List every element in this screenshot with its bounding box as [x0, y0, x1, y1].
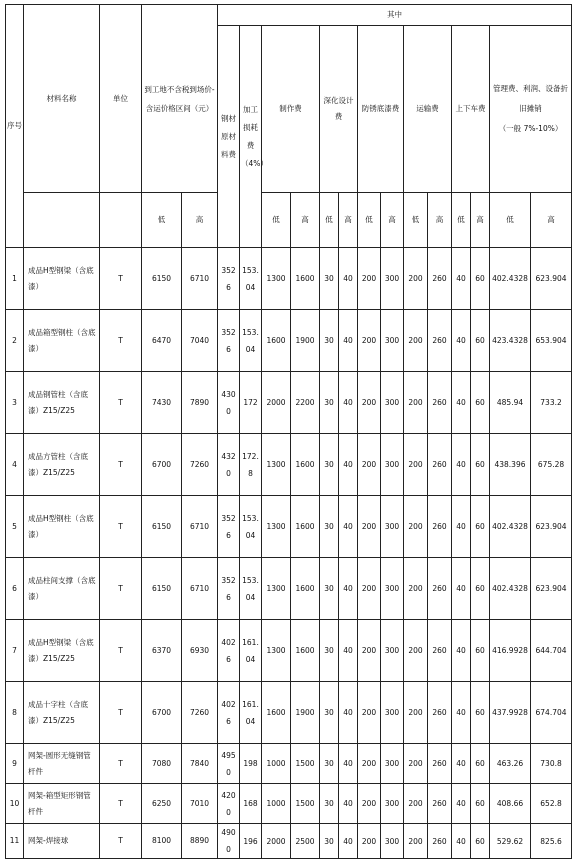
row-anti-high: 300 [381, 744, 404, 784]
row-det-low: 30 [320, 372, 339, 434]
row-mg-high: 825.6 [531, 824, 572, 859]
header-management [490, 26, 572, 193]
row-det-high: 40 [339, 682, 358, 744]
row-det-high: 40 [339, 434, 358, 496]
row-tr-high: 260 [428, 620, 452, 682]
row-det-high: 40 [339, 496, 358, 558]
row-fab-high: 1600 [291, 496, 320, 558]
row-anti-high: 300 [381, 824, 404, 859]
row-anti-low: 200 [358, 558, 381, 620]
header-detailing: 深化设计费 [320, 26, 358, 193]
table-row [6, 434, 572, 496]
row-mg-low: 438.396 [490, 434, 531, 496]
row-ld-high: 60 [471, 372, 490, 434]
row-price-low: 7080 [142, 744, 182, 784]
row-price-low: 6150 [142, 496, 182, 558]
row-steel-cost: 3526 [218, 558, 240, 620]
header-management-label: 管理费、利润、设备折旧摊销 [493, 84, 569, 113]
row-steel-cost: 4026 [218, 682, 240, 744]
row-tr-low: 200 [404, 248, 428, 310]
row-det-low: 30 [320, 824, 339, 859]
row-mg-low: 423.4328 [490, 310, 531, 372]
row-unit: T [100, 372, 142, 434]
row-ld-high: 60 [471, 784, 490, 824]
row-det-high: 40 [339, 784, 358, 824]
row-anti-high: 300 [381, 682, 404, 744]
row-price-high: 6710 [182, 558, 218, 620]
header-fabrication: 制作费 [262, 26, 320, 193]
row-tr-high: 260 [428, 824, 452, 859]
row-mg-low: 402.4328 [490, 248, 531, 310]
row-anti-low: 200 [358, 824, 381, 859]
header-fab-low: 低 [262, 193, 291, 248]
row-unit: T [100, 496, 142, 558]
row-seq: 11 [6, 824, 24, 859]
row-ld-high: 60 [471, 496, 490, 558]
row-fab-high: 1500 [291, 744, 320, 784]
table-row [6, 558, 572, 620]
row-unit: T [100, 310, 142, 372]
row-anti-high: 300 [381, 784, 404, 824]
row-ld-low: 40 [452, 824, 471, 859]
row-name: 成品方管柱（含底漆）Z15/Z25 [24, 434, 100, 496]
row-ld-high: 60 [471, 434, 490, 496]
header-anti-low: 低 [358, 193, 381, 248]
row-price-high: 7040 [182, 310, 218, 372]
row-steel-cost: 4900 [218, 824, 240, 859]
table-row [6, 248, 572, 310]
row-name: 网架-箱型矩形钢管杆件 [24, 784, 100, 824]
row-fab-high: 1900 [291, 682, 320, 744]
row-ld-high: 60 [471, 620, 490, 682]
row-seq: 4 [6, 434, 24, 496]
row-tr-high: 260 [428, 434, 452, 496]
row-ld-low: 40 [452, 784, 471, 824]
row-loss: 198 [240, 744, 262, 784]
row-mg-high: 623.904 [531, 248, 572, 310]
row-unit: T [100, 744, 142, 784]
table-row [6, 682, 572, 744]
row-seq: 7 [6, 620, 24, 682]
row-ld-high: 60 [471, 248, 490, 310]
row-ld-low: 40 [452, 310, 471, 372]
row-mg-low: 408.66 [490, 784, 531, 824]
header-mg-low: 低 [490, 193, 531, 248]
row-mg-high: 644.704 [531, 620, 572, 682]
row-tr-high: 260 [428, 744, 452, 784]
row-mg-low: 402.4328 [490, 496, 531, 558]
row-mg-high: 675.28 [531, 434, 572, 496]
row-ld-high: 60 [471, 558, 490, 620]
row-unit: T [100, 248, 142, 310]
table-row [6, 310, 572, 372]
row-det-low: 30 [320, 434, 339, 496]
table-row [6, 372, 572, 434]
row-loss: 161.04 [240, 682, 262, 744]
header-transport: 运输费 [404, 26, 452, 193]
row-mg-high: 730.8 [531, 744, 572, 784]
row-fab-low: 1600 [262, 310, 291, 372]
row-mg-high: 674.704 [531, 682, 572, 744]
row-fab-high: 1600 [291, 558, 320, 620]
row-ld-high: 60 [471, 310, 490, 372]
row-mg-low: 485.94 [490, 372, 531, 434]
row-tr-high: 260 [428, 310, 452, 372]
row-ld-low: 40 [452, 496, 471, 558]
row-loss: 172 [240, 372, 262, 434]
row-tr-low: 200 [404, 496, 428, 558]
row-price-low: 6470 [142, 310, 182, 372]
table-row [6, 784, 572, 824]
row-det-low: 30 [320, 784, 339, 824]
row-mg-high: 623.904 [531, 496, 572, 558]
row-price-low: 6150 [142, 248, 182, 310]
header-det-low: 低 [320, 193, 339, 248]
row-mg-high: 733.2 [531, 372, 572, 434]
row-det-high: 40 [339, 310, 358, 372]
row-seq: 5 [6, 496, 24, 558]
row-anti-high: 300 [381, 248, 404, 310]
row-tr-high: 260 [428, 784, 452, 824]
header-seq: 序号 [6, 5, 24, 248]
row-steel-cost: 3526 [218, 496, 240, 558]
table-row [6, 824, 572, 859]
cost-table [5, 4, 572, 859]
row-det-low: 30 [320, 744, 339, 784]
row-loss: 153.04 [240, 558, 262, 620]
row-ld-low: 40 [452, 248, 471, 310]
header-loading: 上下车费 [452, 26, 490, 193]
row-tr-low: 200 [404, 744, 428, 784]
row-seq: 3 [6, 372, 24, 434]
row-loss: 196 [240, 824, 262, 859]
row-price-high: 7260 [182, 682, 218, 744]
row-det-low: 30 [320, 248, 339, 310]
header-management-note: （一般 7%-10%） [498, 124, 563, 133]
row-fab-low: 1000 [262, 744, 291, 784]
row-fab-high: 1600 [291, 248, 320, 310]
row-det-high: 40 [339, 744, 358, 784]
table-row [6, 620, 572, 682]
row-fab-low: 1300 [262, 558, 291, 620]
row-seq: 1 [6, 248, 24, 310]
row-price-low: 6370 [142, 620, 182, 682]
row-tr-high: 260 [428, 496, 452, 558]
row-name: 网架-圆形无缝钢管杆件 [24, 744, 100, 784]
row-fab-high: 1900 [291, 310, 320, 372]
row-det-low: 30 [320, 620, 339, 682]
row-anti-low: 200 [358, 372, 381, 434]
row-steel-cost: 4300 [218, 372, 240, 434]
row-price-low: 6250 [142, 784, 182, 824]
header-ld-low: 低 [452, 193, 471, 248]
row-unit: T [100, 434, 142, 496]
row-mg-low: 529.62 [490, 824, 531, 859]
row-loss: 153.04 [240, 496, 262, 558]
row-det-low: 30 [320, 496, 339, 558]
row-tr-low: 200 [404, 310, 428, 372]
row-mg-low: 416.9928 [490, 620, 531, 682]
row-tr-high: 260 [428, 372, 452, 434]
row-price-high: 6710 [182, 248, 218, 310]
row-fab-low: 1300 [262, 248, 291, 310]
row-seq: 9 [6, 744, 24, 784]
row-anti-high: 300 [381, 372, 404, 434]
row-fab-low: 1300 [262, 496, 291, 558]
row-anti-low: 200 [358, 434, 381, 496]
row-fab-low: 1000 [262, 784, 291, 824]
header-name: 材料名称 [24, 5, 100, 193]
header-unit-blank [100, 193, 142, 248]
row-tr-high: 260 [428, 248, 452, 310]
row-mg-low: 402.4328 [490, 558, 531, 620]
header-price-range: 到工地不含税到场价-含运价格区间（元） [142, 5, 218, 193]
row-seq: 8 [6, 682, 24, 744]
row-fab-low: 2000 [262, 824, 291, 859]
header-anti-high: 高 [381, 193, 404, 248]
row-price-high: 8890 [182, 824, 218, 859]
row-ld-low: 40 [452, 682, 471, 744]
row-anti-low: 200 [358, 310, 381, 372]
row-loss: 161.04 [240, 620, 262, 682]
row-unit: T [100, 784, 142, 824]
row-anti-high: 300 [381, 620, 404, 682]
row-tr-low: 200 [404, 558, 428, 620]
row-mg-low: 437.9928 [490, 682, 531, 744]
header-fab-high: 高 [291, 193, 320, 248]
row-fab-high: 1600 [291, 434, 320, 496]
row-mg-high: 653.904 [531, 310, 572, 372]
row-price-high: 7840 [182, 744, 218, 784]
row-price-high: 7010 [182, 784, 218, 824]
row-name: 成品H型钢柱（含底漆） [24, 496, 100, 558]
row-loss: 172.8 [240, 434, 262, 496]
row-ld-low: 40 [452, 558, 471, 620]
row-anti-low: 200 [358, 744, 381, 784]
row-seq: 10 [6, 784, 24, 824]
row-name: 成品H型钢梁（含底漆） [24, 248, 100, 310]
row-ld-low: 40 [452, 744, 471, 784]
row-det-low: 30 [320, 310, 339, 372]
row-det-low: 30 [320, 558, 339, 620]
row-name: 成品箱型钢柱（含底漆） [24, 310, 100, 372]
row-steel-cost: 4200 [218, 784, 240, 824]
row-ld-low: 40 [452, 620, 471, 682]
row-seq: 6 [6, 558, 24, 620]
header-price-low: 低 [142, 193, 182, 248]
row-fab-high: 2200 [291, 372, 320, 434]
row-fab-low: 1300 [262, 434, 291, 496]
row-anti-high: 300 [381, 434, 404, 496]
row-fab-low: 2000 [262, 372, 291, 434]
header-ld-high: 高 [471, 193, 490, 248]
header-price-high: 高 [182, 193, 218, 248]
row-ld-high: 60 [471, 824, 490, 859]
row-tr-low: 200 [404, 682, 428, 744]
header-tr-low: 低 [404, 193, 428, 248]
row-price-high: 6930 [182, 620, 218, 682]
row-fab-low: 1300 [262, 620, 291, 682]
row-price-low: 6700 [142, 434, 182, 496]
row-seq: 2 [6, 310, 24, 372]
header-name-blank [24, 193, 100, 248]
table-row [6, 744, 572, 784]
row-fab-high: 1600 [291, 620, 320, 682]
row-tr-low: 200 [404, 434, 428, 496]
row-anti-low: 200 [358, 784, 381, 824]
row-price-high: 7260 [182, 434, 218, 496]
row-price-low: 8100 [142, 824, 182, 859]
row-name: 成品H型钢梁（含底漆）Z15/Z25 [24, 620, 100, 682]
row-tr-high: 260 [428, 682, 452, 744]
row-tr-low: 200 [404, 372, 428, 434]
row-loss: 153.04 [240, 310, 262, 372]
row-steel-cost: 4320 [218, 434, 240, 496]
row-fab-high: 2500 [291, 824, 320, 859]
row-ld-low: 40 [452, 434, 471, 496]
row-loss: 153.04 [240, 248, 262, 310]
row-tr-low: 200 [404, 784, 428, 824]
row-fab-high: 1500 [291, 784, 320, 824]
row-price-low: 6150 [142, 558, 182, 620]
table-row [6, 496, 572, 558]
row-tr-low: 200 [404, 620, 428, 682]
row-anti-low: 200 [358, 620, 381, 682]
row-price-low: 6700 [142, 682, 182, 744]
row-price-low: 7430 [142, 372, 182, 434]
row-ld-high: 60 [471, 744, 490, 784]
row-anti-low: 200 [358, 496, 381, 558]
row-name: 成品柱间支撑（含底漆） [24, 558, 100, 620]
row-unit: T [100, 620, 142, 682]
header-mg-high: 高 [531, 193, 572, 248]
row-name: 成品钢管柱（含底漆）Z15/Z25 [24, 372, 100, 434]
header-tr-high: 高 [428, 193, 452, 248]
row-price-high: 6710 [182, 496, 218, 558]
row-mg-high: 623.904 [531, 558, 572, 620]
row-tr-low: 200 [404, 824, 428, 859]
row-mg-low: 463.26 [490, 744, 531, 784]
row-anti-high: 300 [381, 496, 404, 558]
row-unit: T [100, 682, 142, 744]
row-anti-high: 300 [381, 310, 404, 372]
row-det-high: 40 [339, 372, 358, 434]
row-det-low: 30 [320, 682, 339, 744]
row-mg-high: 652.8 [531, 784, 572, 824]
row-name: 成品十字柱（含底漆）Z15/Z25 [24, 682, 100, 744]
row-tr-high: 260 [428, 558, 452, 620]
row-anti-high: 300 [381, 558, 404, 620]
row-anti-low: 200 [358, 248, 381, 310]
row-det-high: 40 [339, 620, 358, 682]
row-det-high: 40 [339, 248, 358, 310]
row-ld-high: 60 [471, 682, 490, 744]
row-steel-cost: 3526 [218, 310, 240, 372]
header-steel-cost: 钢材原材料费 [218, 26, 240, 248]
row-unit: T [100, 824, 142, 859]
row-det-high: 40 [339, 558, 358, 620]
row-loss: 168 [240, 784, 262, 824]
row-fab-low: 1600 [262, 682, 291, 744]
row-anti-low: 200 [358, 682, 381, 744]
header-loss: 加工损耗费（4%） [240, 26, 262, 248]
header-anticorrosion: 防锈底漆费 [358, 26, 404, 193]
row-steel-cost: 3526 [218, 248, 240, 310]
row-price-high: 7890 [182, 372, 218, 434]
row-ld-low: 40 [452, 372, 471, 434]
header-unit: 单位 [100, 5, 142, 193]
row-steel-cost: 4950 [218, 744, 240, 784]
row-unit: T [100, 558, 142, 620]
header-of-which: 其中 [218, 5, 572, 26]
row-det-high: 40 [339, 824, 358, 859]
row-steel-cost: 4026 [218, 620, 240, 682]
row-name: 网架-焊接球 [24, 824, 100, 859]
header-det-high: 高 [339, 193, 358, 248]
